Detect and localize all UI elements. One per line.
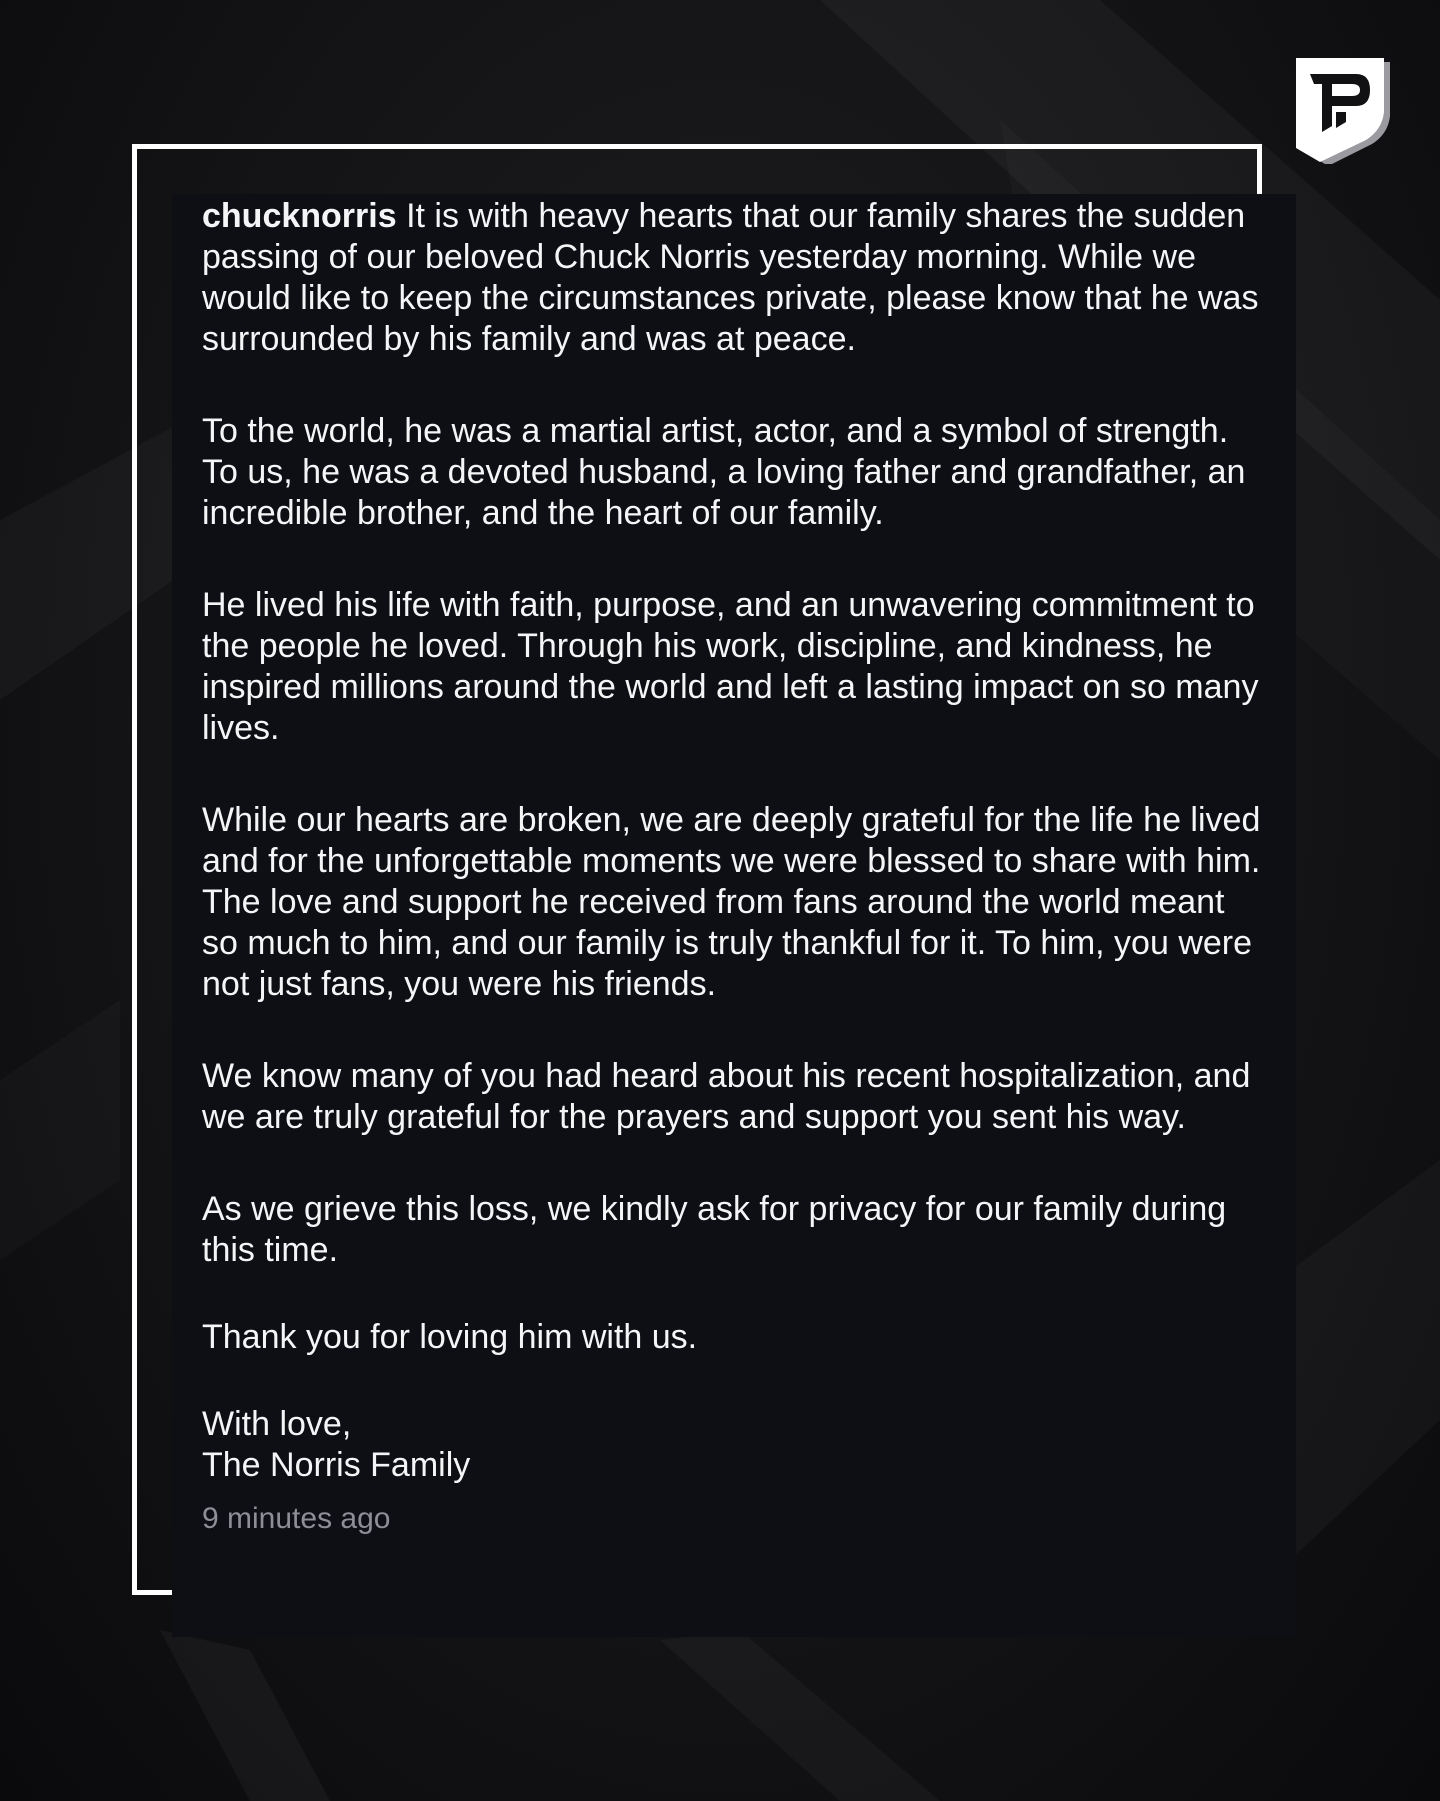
signoff-line-2: The Norris Family [202,1446,471,1484]
caption-paragraph-3: He lived his life with faith, purpose, and an unwavering commitment to the people he loved. Through his work, discipline, and kindness, he inspired millions around the world and left a lasting impact on so many lives. [202,586,1259,747]
caption-text: It is with heavy hearts that our family shares the sudden passing of our beloved Chuck Norris yesterday morning. While we would like to keep the circumstances private, please know that he was surrounded by his family and was at peace. [202,197,1259,358]
caption-paragraph-1 [202,196,1266,360]
post-caption-panel [172,194,1296,1637]
signoff [202,1404,1266,1486]
username[interactable]: chucknorris [202,197,397,235]
caption-paragraph-6: As we grieve this loss, we kindly ask for privacy for our family during this time. [202,1190,1227,1269]
caption-paragraph-5: We know many of you had heard about his recent hospitalization, and we are truly grateful for the prayers and support you sent his way. [202,1057,1251,1136]
caption-paragraph-7: Thank you for loving him with us. [202,1318,698,1356]
signoff-line-1: With love, [202,1405,352,1443]
caption-paragraph-4: While our hearts are broken, we are deeply grateful for the life he lived and for the unforgettable moments we were blessed to share with him. The love and support he received from fans around the world meant so much to him, and our family is truly thankful for it. To him, you were not just fans, you were his friends. [202,801,1261,1003]
shield-p-logo-icon [1292,56,1396,164]
post-timestamp[interactable]: 9 minutes ago [202,1502,391,1535]
caption-paragraph-2: To the world, he was a martial artist, actor, and a symbol of strength. To us, he was a devoted husband, a loving father and grandfather, an incredible brother, and the heart of our family. [202,412,1246,532]
